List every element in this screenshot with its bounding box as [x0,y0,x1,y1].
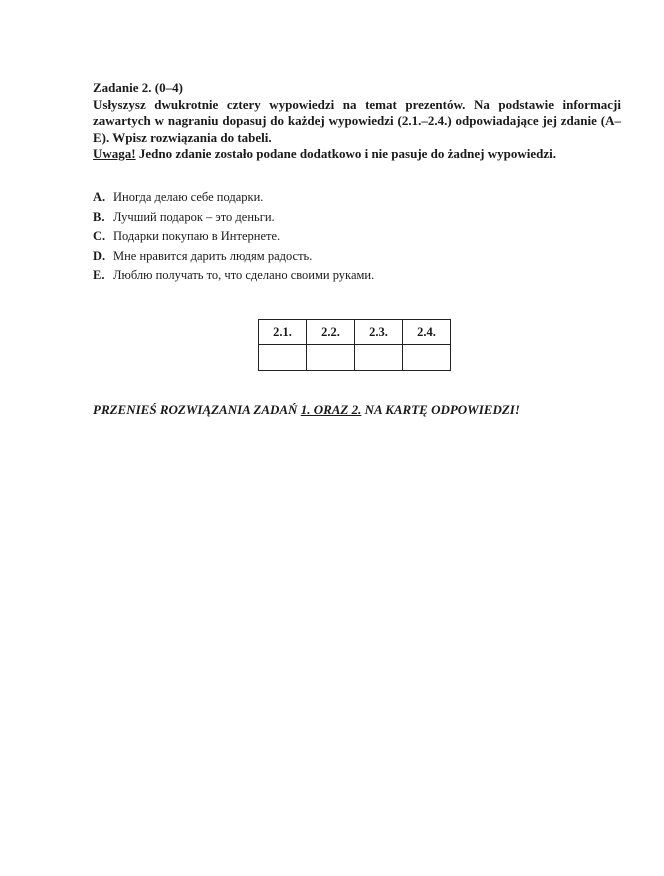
answer-table-header-row [259,320,451,345]
task-instruction: Usłyszysz dwukrotnie cztery wypowiedzi na temat prezentów. Na podstawie informacji zawartych w nagraniu dopasuj do każdej wypowiedzi (2.1.–2.4.) odpowiadające jej zdanie (A–E). Wpisz rozwiązania do tabeli. [93,96,621,145]
answer-header-2-4: 2.4. [403,320,451,345]
option-d [93,247,593,267]
answer-cell-2-2[interactable] [307,345,355,371]
option-e [93,266,593,286]
answer-cell-2-4[interactable] [403,345,451,371]
answer-header-2-1: 2.1. [259,320,307,345]
answer-options-list [93,188,593,286]
option-text: Лучший подарок – это деньги. [113,209,275,224]
task-note [93,146,621,163]
answer-cell-2-3[interactable] [355,345,403,371]
option-text: Подарки покупаю в Интернете. [113,229,281,244]
option-letter: C. [93,229,106,244]
note-text: Jedno zdanie zostało podane dodatkowo i nie pasuje do żadnej wypowiedzi. [135,146,556,161]
note-label: Uwaga! [93,146,136,161]
option-a [93,188,593,208]
option-letter: B. [93,209,105,224]
option-letter: A. [93,190,106,204]
transfer-note-start: PRZENIEŚ ROZWIĄZANIA ZADAŃ [93,402,301,417]
transfer-note-tasks: 1. ORAZ 2. [300,402,362,417]
option-text: Мне нравится дарить людям радость. [113,248,313,263]
option-text: Люблю получать то, что сделано своими руками. [113,268,375,283]
answer-cell-2-1[interactable] [259,345,307,371]
option-text: Иногда делаю себе подарки. [113,190,264,204]
option-c [93,227,593,247]
option-b [93,208,593,228]
answer-table-input-row [259,345,451,371]
answer-table [258,319,451,371]
task-title: Zadanie 2. (0–4) [93,80,183,95]
transfer-note [93,402,633,418]
task-header [93,80,621,163]
option-letter: E. [93,268,105,283]
answer-header-2-3: 2.3. [355,320,403,345]
answer-header-2-2: 2.2. [307,320,355,345]
transfer-note-end: NA KARTĘ ODPOWIEDZI! [361,402,520,417]
option-letter: D. [93,248,106,263]
